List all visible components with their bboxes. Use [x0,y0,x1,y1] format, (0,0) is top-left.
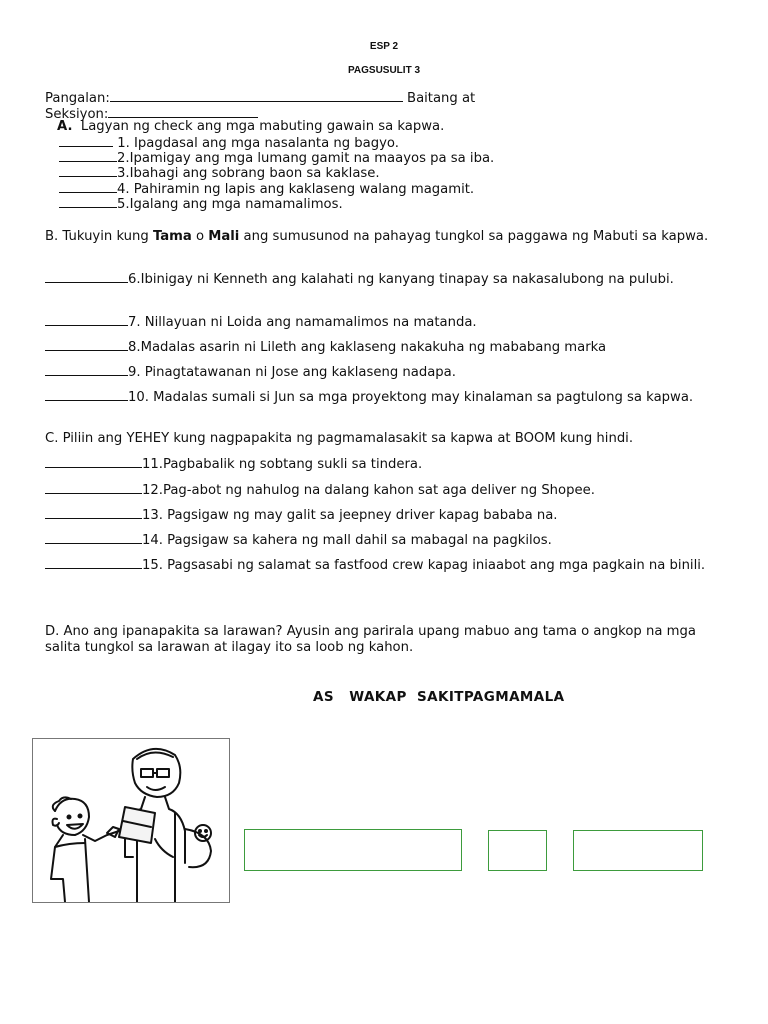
answer-blank[interactable] [59,180,117,193]
item-text: 5.Igalang ang mga namamalimos. [117,197,343,212]
part-a-letter: A. [57,119,73,134]
subject-title: ESP 2 [369,41,399,52]
scrambled-words: AS WAKAP SAKITPAGMAMALA [313,689,565,705]
item-text: 6.Ibinigay ni Kenneth ang kalahati ng kanyang tinapay sa nakasalubong na pulubi. [128,272,674,287]
item-text: 9. Pinagtatawanan ni Jose ang kaklaseng nadapa. [128,365,456,380]
grade-label: Baitang at [407,91,476,106]
item-text: 11.Pagbabalik ng sobtang sukli sa tindera. [142,457,423,472]
item-text: 4. Pahiramin ng lapis ang kaklaseng walang magamit. [117,182,475,197]
list-item [45,556,725,574]
illustration [32,738,230,903]
answer-blank[interactable] [45,313,128,326]
answer-blank[interactable] [59,164,117,177]
list-item [45,531,552,549]
list-item [45,313,477,331]
answer-blank[interactable] [59,134,113,147]
answer-blank[interactable] [45,531,142,544]
answer-blank[interactable] [45,455,142,468]
list-item [59,195,343,213]
list-item [45,338,606,356]
item-text: 2.Ipamigay ang mga lumang gamit na maayos pa sa iba. [117,151,495,166]
item-text: 8.Madalas asarin ni Lileth ang kaklaseng nakakuha ng mababang marka [128,340,607,355]
helping-illustration [33,739,229,902]
list-item [45,506,557,524]
answer-box-1[interactable] [244,829,462,871]
mali-word: Mali [208,229,240,244]
answer-blank[interactable] [45,556,142,569]
section-label: Seksiyon: [45,107,109,122]
answer-blank[interactable] [59,195,117,208]
answer-blank[interactable] [45,388,128,401]
answer-blank[interactable] [45,481,142,494]
item-text: 1. Ipagdasal ang mga nasalanta ng bagyo. [117,136,399,151]
part-c-instruction: C. Piliin ang YEHEY kung nagpapakita ng pagmamalasakit sa kapwa at BOOM kung hindi. [45,431,634,446]
answer-box-3[interactable] [573,830,703,871]
list-item [45,363,456,381]
part-b-instruction [45,229,725,245]
answer-box-2[interactable] [488,830,547,871]
part-b-or: o [191,229,209,244]
part-d-instruction: D. Ano ang ipanapakita sa larawan? Ayusin ang parirala upang mabuo ang tama o angkop na mga salita tungkol sa larawan at ilagay ito sa loob ng kahon. [45,624,696,655]
answer-blank[interactable] [45,270,128,283]
name-blank[interactable] [110,89,403,102]
tama-word: Tama [152,229,192,244]
part-a-instruction-text: Lagyan ng check ang mga mabuting gawain sa kapwa. [80,119,445,134]
answer-blank[interactable] [45,363,128,376]
answer-blank[interactable] [45,338,128,351]
item-text: 14. Pagsigaw sa kahera ng mall dahil sa mabagal na pagkilos. [142,533,552,548]
part-b-instr-post: ang sumusunod na pahayag tungkol sa paggawa ng Mabuti sa kapwa. [239,229,709,244]
list-item [45,270,725,288]
test-title: PAGSUSULIT 3 [347,65,421,76]
item-text: 10. Madalas sumali si Jun sa mga proyektong may kinalaman sa pagtulong sa kapwa. [128,390,694,405]
section-blank[interactable] [108,105,258,118]
item-text: 7. Nillayuan ni Loida ang namamalimos na matanda. [128,315,477,330]
item-text: 13. Pagsigaw ng may galit sa jeepney driver kapag bababa na. [142,508,558,523]
item-text: 12.Pag-abot ng nahulog na dalang kahon sat aga deliver ng Shopee. [142,483,595,498]
part-a-instruction [57,119,444,135]
name-label: Pangalan: [45,91,110,106]
item-text: 3.Ibahagi ang sobrang baon sa kaklase. [117,166,380,181]
list-item [45,388,725,406]
answer-blank[interactable] [59,149,117,162]
part-b-instr-pre: B. Tukuyin kung [45,229,153,244]
list-item [45,481,595,499]
list-item [45,455,422,473]
item-text: 15. Pagsasabi ng salamat sa fastfood crew kapag iniaabot ang mga pagkain na binili. [142,558,706,573]
answer-blank[interactable] [45,506,142,519]
